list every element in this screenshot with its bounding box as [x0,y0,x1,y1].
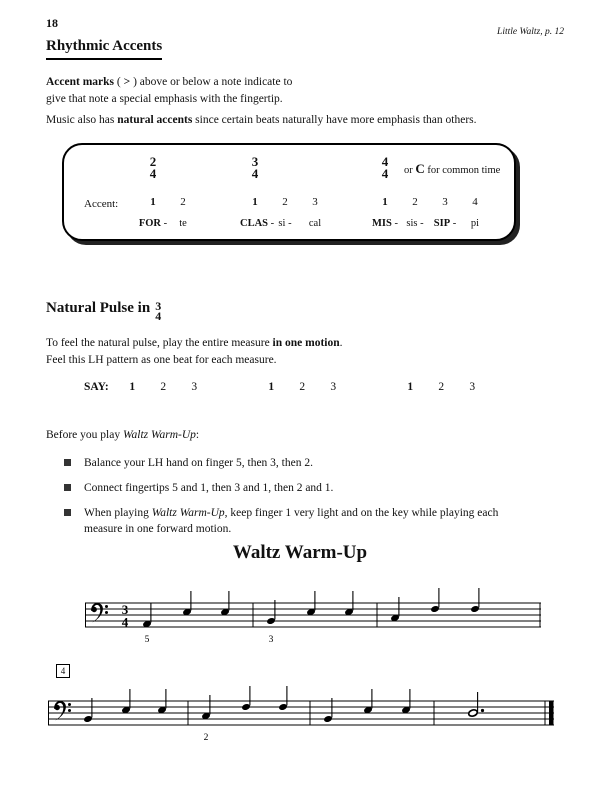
accent-marks-paragraph [46,74,292,107]
quarter-note [430,588,440,613]
text-segment: Music also has [46,114,118,126]
text: - [450,218,457,229]
bullet-square-icon [64,484,71,491]
text-segment: Feel this LH pattern as one beat for each measure. [46,353,277,366]
time-denominator: 4 [155,309,162,323]
time-denominator: 4 [381,166,389,181]
time-signature [155,301,161,321]
bullet-item [64,505,528,537]
text-segment: : [195,429,200,441]
syllables [138,218,198,229]
say-row [84,381,534,393]
staff-system-1 [85,585,541,649]
quarter-note [278,686,288,711]
time-signature [370,156,400,180]
syllable-text: FOR [138,218,162,229]
quarter-note [266,600,276,645]
text-segment: Waltz Warm-Up [151,507,225,520]
bullet-text [84,505,528,537]
beat-number: 3 [312,196,318,208]
final-barline [549,701,554,725]
text-segment: To feel the natural pulse, play the entire measure [46,337,273,349]
text-segment: When playing [84,507,152,520]
syllable-text: MIS [372,218,392,229]
quarter-note [157,689,167,714]
beat-numbers [370,196,490,208]
syllable [400,218,430,229]
syllable [240,218,275,229]
quarter-note [401,689,411,714]
quarter-note [363,689,373,714]
page-number: 18 [46,16,58,30]
syllable-text: si [278,218,286,229]
time-numerator: 3 [155,299,162,313]
time-numerator: 3 [251,154,259,169]
bass-clef-icon [91,603,108,623]
time-signature [138,156,168,180]
quarter-note [323,698,333,723]
syllable-text: sis [406,218,418,229]
text-segment: in one motion [272,337,340,349]
common-time-symbol: C [415,161,425,176]
count-number: 3 [469,381,476,393]
bass-clef-icon [54,701,71,721]
quarter-note [121,689,131,714]
pulse-heading-text: Natural Pulse in [46,300,151,316]
quarter-note [220,591,230,616]
syllable-text: pi [470,218,480,229]
music-title: Waltz Warm-Up [232,542,368,563]
count-number: 3 [330,381,337,393]
section-title: Rhythmic Accents [46,38,162,60]
accent-box [62,143,516,241]
bullet-item [64,455,528,471]
staff-system-2 [48,683,554,747]
count-number: 2 [438,381,445,393]
syllable [168,218,198,229]
syllable-text: cal [308,218,322,229]
count-number: 2 [160,381,167,393]
bullet-text [84,480,333,496]
time-numerator: 2 [149,154,157,169]
finger-number: 5 [144,635,150,645]
text-segment: . [339,337,343,349]
finger-number: 2 [203,733,209,743]
beat-number: 4 [472,196,478,208]
quarter-note [182,591,192,616]
text-segment: Connect fingertips 5 and 1, then 3 and 1, then 2 and 1. [84,482,334,495]
text: or [404,165,416,176]
text: - [285,218,292,229]
quarter-note [306,591,316,616]
text: - [268,218,275,229]
syllables [370,218,490,229]
count-group [395,381,488,393]
text: - [391,218,398,229]
text-segment: Accent marks [46,76,117,88]
text-segment: give that note a special emphasis with the fingertip. [46,92,283,105]
quarter-note [390,597,400,622]
text-segment: since certain beats naturally have more emphasis than others. [192,114,477,126]
quarter-note [344,591,354,616]
beat-numbers [240,196,330,208]
count-number: 2 [299,381,306,393]
beat-number: 2 [282,196,288,208]
syllable [270,218,300,229]
text: - [417,218,424,229]
bullet-item [64,480,528,496]
quarter-note [241,686,251,711]
text-segment: Before you play [46,429,123,441]
accent-label: Accent: [84,198,119,210]
say-label: SAY: [84,381,109,393]
count-number: 1 [129,381,136,393]
beat-numbers [138,196,198,208]
text-segment: ( [116,76,124,88]
staff-time-signature: 4 [121,614,129,630]
text-segment: natural accents [117,114,193,126]
staff-time-signature: 3 [121,602,129,617]
text-segment: Waltz Warm-Up [122,429,196,441]
syllable [460,218,490,229]
syllable [430,218,460,229]
syllables [240,218,330,229]
syllable-text: SIP [433,218,451,229]
bullet-square-icon [64,459,71,466]
before-play-paragraph [46,427,199,444]
pulse-paragraph [46,335,343,368]
count-number: 1 [407,381,414,393]
bullet-square-icon [64,509,71,516]
beat-number: 2 [180,196,186,208]
text-segment: Balance your LH hand on finger 5, then 3, then 2. [84,457,313,469]
quarter-note [470,588,480,613]
syllable-text: CLAS [240,218,269,229]
text-segment: ) above or below a note indicate to [130,76,293,88]
count-number: 3 [191,381,198,393]
count-number: 1 [268,381,275,393]
time-denominator: 4 [251,166,259,181]
bullet-text [84,455,313,471]
text-segment: , keep finger 1 very light and on the key while playing each measure in one forward motion. [84,507,499,536]
time-signature [240,156,270,180]
beat-number: 3 [442,196,448,208]
beat-number: 1 [382,196,388,208]
syllable-text: te [179,218,187,229]
count-group [117,381,210,393]
text-segment: > [123,76,131,88]
natural-accents-paragraph [46,112,477,129]
pulse-heading [46,300,161,321]
source-reference: Little Waltz, p. 12 [497,27,564,37]
finger-number: 3 [268,635,274,645]
bullet-list [64,455,528,546]
text: for common time [424,165,501,176]
measure-number-box: 4 [56,664,70,678]
syllable [138,218,168,229]
syllable [370,218,400,229]
text: - [161,218,168,229]
syllable [300,218,330,229]
beat-number: 1 [150,196,156,208]
beat-number: 2 [412,196,418,208]
count-group [256,381,349,393]
time-denominator: 4 [149,166,157,181]
time-numerator: 4 [381,154,389,169]
quarter-note [83,698,93,723]
common-time-note [404,161,500,177]
beat-number: 1 [252,196,258,208]
